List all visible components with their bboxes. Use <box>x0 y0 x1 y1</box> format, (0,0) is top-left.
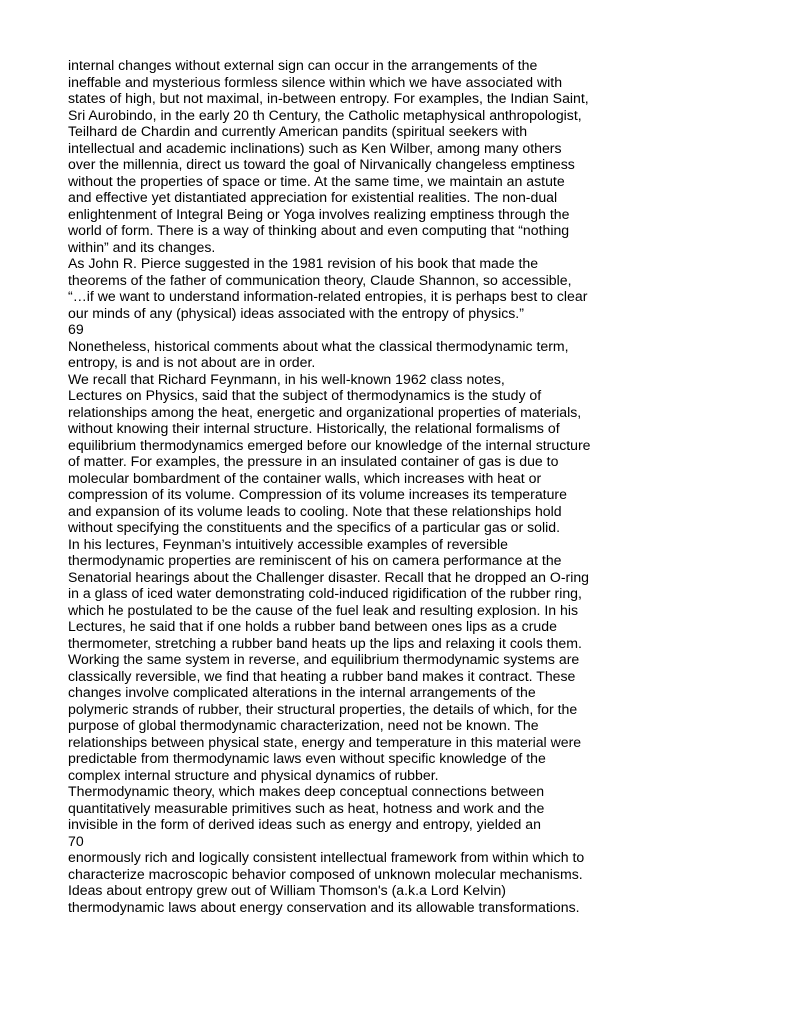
text-line: Lectures, he said that if one holds a rubber band between ones lips as a crude <box>68 618 557 634</box>
text-line: characterize macroscopic behavior composed of unknown molecular mechanisms. <box>68 865 583 882</box>
text-line: equilibrium thermodynamics emerged before our knowledge of the internal structure <box>68 436 591 453</box>
text-line: without the properties of space or time. At the same time, we maintain an astute <box>68 172 565 189</box>
document-page <box>68 57 748 915</box>
text-line: and effective yet distantiated appreciation for existential realities. The non-dual <box>68 189 558 205</box>
text-line: without specifying the constituents and the specifics of a particular gas or solid. <box>68 519 560 535</box>
text-line: relationships among the heat, energetic and organizational properties of materials, <box>68 403 582 420</box>
text-line: Nonetheless, historical comments about what the classical thermodynamic term, <box>68 337 569 354</box>
text-line: world of form. There is a way of thinking about and even computing that “nothing <box>68 222 570 238</box>
text-line: thermodynamic laws about energy conservation and its allowable transformations. <box>68 898 580 915</box>
text-line: thermodynamic properties are reminiscent of his on camera performance at the <box>68 552 562 568</box>
page-number: 69 <box>68 321 84 337</box>
text-line: polymeric strands of rubber, their structural properties, the details of which, for the <box>68 700 578 717</box>
text-line: enlightenment of Integral Being or Yoga involves realizing emptiness through the <box>68 205 570 222</box>
text-line: Teilhard de Chardin and currently American pandits (spiritual seekers with <box>68 123 528 139</box>
text-line: Working the same system in reverse, and equilibrium thermodynamic systems are <box>68 651 580 667</box>
text-line: thermometer, stretching a rubber band heats up the lips and relaxing it cools them. <box>68 634 582 651</box>
text-line: invisible in the form of derived ideas such as energy and entropy, yielded an <box>68 816 541 832</box>
text-line: states of high, but not maximal, in-between entropy. For examples, the Indian Saint, <box>68 90 589 106</box>
text-line: theorems of the father of communication theory, Claude Shannon, so accessible, <box>68 271 572 288</box>
text-line: in a glass of iced water demonstrating cold-induced rigidification of the rubber ring, <box>68 585 582 601</box>
text-line: quantitatively measurable primitives such as heat, hotness and work and the <box>68 799 545 816</box>
page-number: enormously rich and logically consistent intellectual framework from within which to <box>68 849 585 865</box>
text-line: As John R. Pierce suggested in the 1981 revision of his book that made the <box>68 255 539 271</box>
text-line: and expansion of its volume leads to cooling. Note that these relationships hold <box>68 502 562 519</box>
text-line: within” and its changes. <box>68 238 216 255</box>
text-line: Ideas about entropy grew out of William Thomson's (a.k.a Lord Kelvin) <box>68 882 506 898</box>
text-line: classically reversible, we find that heating a rubber band makes it contract. These <box>68 667 576 684</box>
text-line: ineffable and mysterious formless silence within which we have associated with <box>68 73 563 90</box>
text-line: In his lectures, Feynman’s intuitively accessible examples of reversible <box>68 535 508 552</box>
text-line: complex internal structure and physical dynamics of rubber. <box>68 766 439 783</box>
text-line: relationships between physical state, energy and temperature in this material were <box>68 733 582 750</box>
text-line: “…if we want to understand information-related entropies, it is perhaps best to clear <box>68 288 588 304</box>
text-line: entropy, is and is not about are in order. <box>68 354 316 370</box>
text-line: Senatorial hearings about the Challenger disaster. Recall that he dropped an O-ring <box>68 568 590 585</box>
text-line: predictable from thermodynamic laws even without specific knowledge of the <box>68 750 546 766</box>
text-line: Sri Aurobindo, in the early 20 th Century, the Catholic metaphysical anthropologist, <box>68 106 582 123</box>
text-line: molecular bombardment of the container walls, which increases with heat or <box>68 469 542 486</box>
text-line: without knowing their internal structure. Historically, the relational formalisms of <box>68 420 560 436</box>
text-line: 70 <box>68 832 84 849</box>
text-line: internal changes without external sign can occur in the arrangements of the <box>68 57 538 73</box>
text-line: Lectures on Physics, said that the subject of thermodynamics is the study of <box>68 387 542 403</box>
text-line: changes involve complicated alterations in the internal arrangements of the <box>68 684 536 700</box>
text-line: intellectual and academic inclinations) such as Ken Wilber, among many others <box>68 139 562 156</box>
text-line: of matter. For examples, the pressure in an insulated container of gas is due to <box>68 453 559 469</box>
text-line: over the millennia, direct us toward the goal of Nirvanically changeless emptiness <box>68 156 575 172</box>
text-line: We recall that Richard Feynmann, in his well-known 1962 class notes, <box>68 370 505 387</box>
text-line: our minds of any (physical) ideas associated with the entropy of physics.” <box>68 304 524 321</box>
text-line: Thermodynamic theory, which makes deep conceptual connections between <box>68 783 545 799</box>
text-line: purpose of global thermodynamic characterization, need not be known. The <box>68 717 539 733</box>
text-line: which he postulated to be the cause of the fuel leak and resulting explosion. In his <box>68 601 579 618</box>
text-line: compression of its volume. Compression of its volume increases its temperature <box>68 486 567 502</box>
